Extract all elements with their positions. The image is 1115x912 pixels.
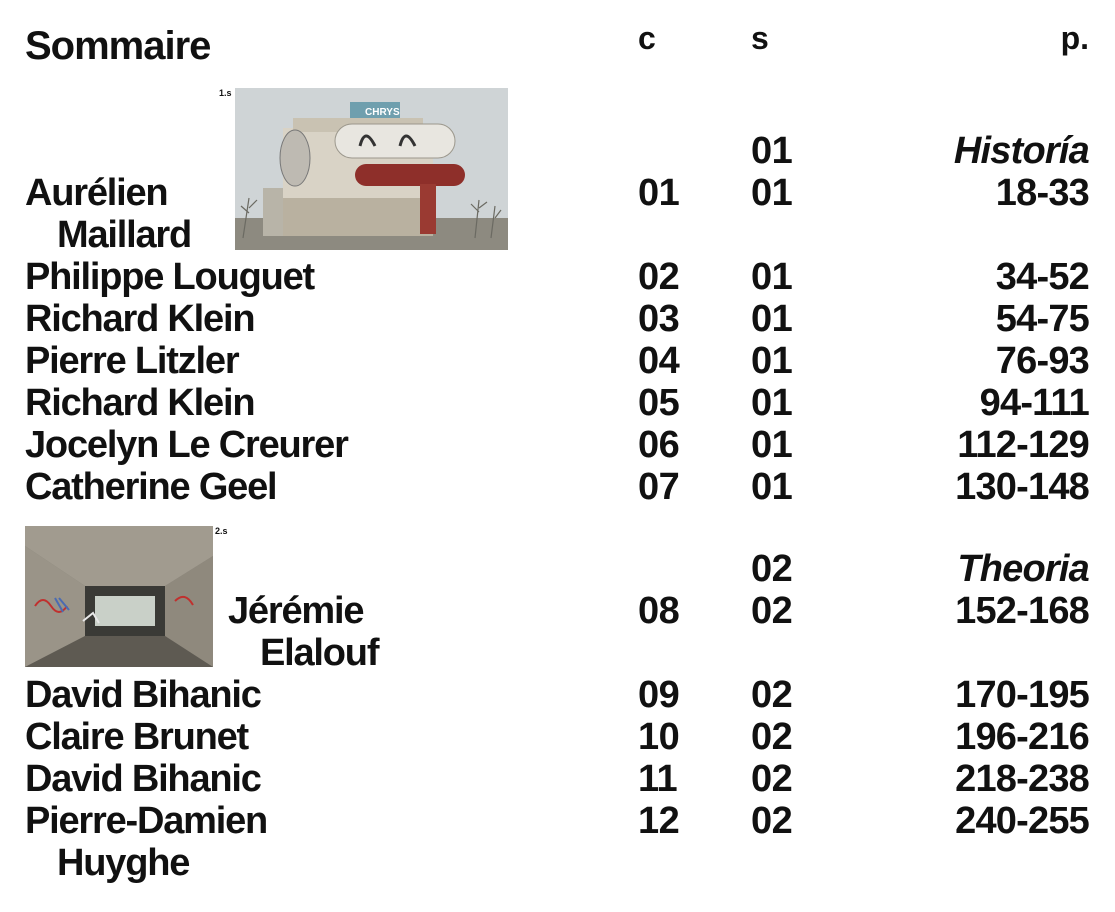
section-number: 01: [751, 130, 793, 172]
toc-row[interactable]: [0, 800, 1115, 884]
toc-row[interactable]: [0, 590, 1115, 674]
page-range: 94-111: [979, 382, 1089, 424]
toc-row[interactable]: [0, 256, 1115, 298]
author-name: Claire Brunet: [25, 716, 249, 758]
author-name: Richard Klein: [25, 298, 255, 340]
author-name: Jocelyn Le Creurer: [25, 424, 348, 466]
chapter-number: 12: [638, 800, 680, 842]
toc-row[interactable]: [0, 716, 1115, 758]
column-header-c: c: [638, 20, 656, 56]
section-header-2: [0, 548, 1115, 590]
figure-label-2: 2.s: [215, 526, 228, 536]
author-name: David Bihanic: [25, 674, 261, 716]
section-number: 01: [751, 172, 793, 214]
chapter-number: 07: [638, 466, 680, 508]
chapter-number: 05: [638, 382, 680, 424]
page-range: 18-33: [995, 172, 1089, 214]
section-number: 01: [751, 340, 793, 382]
author-name: Jérémie Elalouf: [228, 590, 379, 674]
toc-row[interactable]: [0, 340, 1115, 382]
toc-row[interactable]: [0, 172, 1115, 256]
author-name: Pierre Litzler: [25, 340, 239, 382]
chapter-number: 06: [638, 424, 680, 466]
author-name: Catherine Geel: [25, 466, 277, 508]
page-range: 130-148: [955, 466, 1089, 508]
toc-row[interactable]: [0, 298, 1115, 340]
section-title: Theoria: [957, 548, 1089, 590]
page-range: 240-255: [955, 800, 1089, 842]
page-range: 54-75: [995, 298, 1089, 340]
toc-row[interactable]: [0, 382, 1115, 424]
section-number: 01: [751, 466, 793, 508]
page-range: 196-216: [955, 716, 1089, 758]
chapter-number: 04: [638, 340, 680, 382]
chapter-number: 11: [638, 758, 678, 800]
page-range: 34-52: [995, 256, 1089, 298]
section-number: 01: [751, 382, 793, 424]
section-number: 01: [751, 298, 793, 340]
section-number: 02: [751, 800, 793, 842]
author-name: David Bihanic: [25, 758, 261, 800]
section-number: 02: [751, 590, 793, 632]
section-title: Historía: [953, 130, 1089, 172]
page-range: 76-93: [995, 340, 1089, 382]
toc-row[interactable]: [0, 466, 1115, 508]
toc-row[interactable]: [0, 674, 1115, 716]
figure-sign-text: CHRYS: [365, 107, 400, 118]
chapter-number: 03: [638, 298, 680, 340]
chapter-number: 02: [638, 256, 680, 298]
page-range: 218-238: [955, 758, 1089, 800]
page-range: 112-129: [957, 424, 1089, 466]
section-number: 02: [751, 716, 793, 758]
section-header-1: [0, 130, 1115, 172]
section-number: 01: [751, 424, 793, 466]
author-name: Aurélien Maillard: [25, 172, 191, 256]
author-name: Pierre-Damien Huyghe: [25, 800, 268, 884]
toc-row[interactable]: [0, 424, 1115, 466]
section-number: 01: [751, 256, 793, 298]
section-number: 02: [751, 548, 793, 590]
section-number: 02: [751, 758, 793, 800]
chapter-number: 08: [638, 590, 680, 632]
page-range: 152-168: [955, 590, 1089, 632]
chapter-number: 09: [638, 674, 680, 716]
section-number: 02: [751, 674, 793, 716]
page-title: Sommaire: [25, 24, 211, 68]
chapter-number: 10: [638, 716, 680, 758]
page-range: 170-195: [955, 674, 1089, 716]
figure-label-1: 1.s: [219, 88, 232, 98]
toc-row[interactable]: [0, 758, 1115, 800]
column-header-p: p.: [1060, 20, 1089, 56]
column-header-s: s: [751, 20, 769, 56]
chapter-number: 01: [638, 172, 680, 214]
author-name: Richard Klein: [25, 382, 255, 424]
author-name: Philippe Louguet: [25, 256, 314, 298]
